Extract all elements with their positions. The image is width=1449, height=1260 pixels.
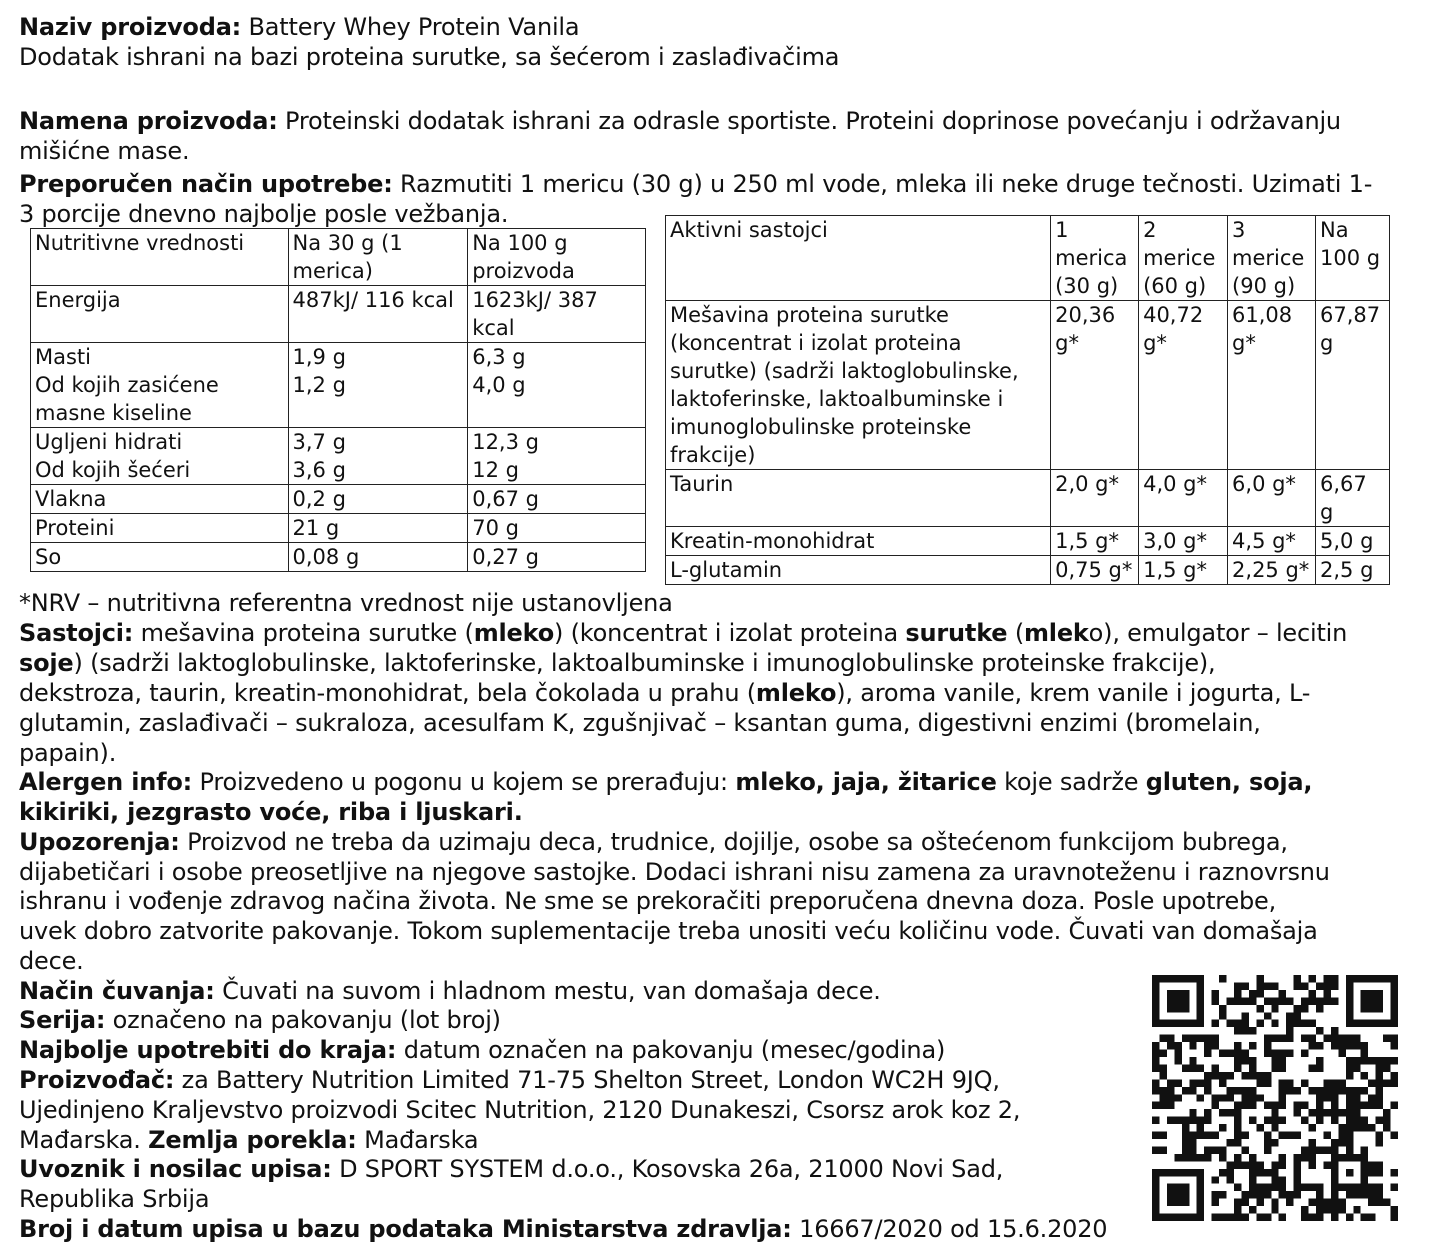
warnings-line-5: dece. — [19, 947, 84, 975]
table-cell: 1,9 g 1,2 g — [288, 343, 468, 428]
qr-code-icon — [1152, 975, 1398, 1221]
best-before-line: Najbolje upotrebiti do kraja: datum označen na pakovanju (mesec/godina) — [19, 1036, 946, 1064]
usage-line-1: Preporučen način upotrebe: Razmutiti 1 mericu (30 g) u 250 ml vode, mleka ili neke druge tečnosti. Uzimati 1- — [19, 170, 1373, 198]
table-header: Aktivni sastojci — [666, 216, 1051, 301]
table-cell: 3,7 g 3,6 g — [288, 428, 468, 485]
table-cell: 1,5 g* — [1139, 556, 1228, 585]
table-cell: Energija — [31, 286, 289, 343]
table-cell: 40,72 g* — [1139, 301, 1228, 470]
table-row — [31, 514, 646, 543]
table-cell: 3,0 g* — [1139, 527, 1228, 556]
manufacturer-line-3: Mađarska. Zemlja porekla: Mađarska — [19, 1126, 479, 1154]
table-row — [666, 470, 1390, 527]
warnings-line-4: uvek dobro zatvorite pakovanje. Tokom suplementacije treba unositi veću količinu vode. Čuvati van domašaja — [19, 917, 1318, 945]
table-row — [31, 229, 646, 286]
warnings-line-1: Upozorenja: Proizvod ne treba da uzimaju deca, trudnice, dojilje, osobe sa oštećenom funkcijom bubrega, — [19, 828, 1288, 856]
table-header: Na 100 g proizvoda — [468, 229, 646, 286]
ingredients-line-1: Sastojci: mešavina proteina surutke (mleko) (koncentrat i izolat proteina surutke (mleko), emulgator – lecitin — [19, 619, 1348, 647]
nutrition-table — [30, 228, 646, 572]
table-row — [31, 286, 646, 343]
table-cell: 6,0 g* — [1228, 470, 1316, 527]
table-cell: 5,0 g — [1316, 527, 1390, 556]
table-cell: 1,5 g* — [1051, 527, 1139, 556]
table-header: Na 30 g (1 merica) — [288, 229, 468, 286]
table-cell: 2,0 g* — [1051, 470, 1139, 527]
table-cell: 67,87 g — [1316, 301, 1390, 470]
table-row — [666, 556, 1390, 585]
warnings-line-2: dijabetičari i osobe preosetljive na njegove sastojke. Dodaci ishrani nisu zamena za uravnoteženu i raznovrsnu — [19, 858, 1330, 886]
table-row — [666, 527, 1390, 556]
product-subtitle: Dodatak ishrani na bazi proteina surutke, sa šećerom i zaslađivačima — [19, 43, 840, 71]
table-cell: 1623kJ/ 387 kcal — [468, 286, 646, 343]
table-cell: Mešavina proteina surutke (koncentrat i izolat proteina surutke) (sadrži laktoglobulinske, laktoferinske, laktoalbuminske i imunoglobulinske proteinske frakcije) — [666, 301, 1051, 470]
table-cell: 0,67 g — [468, 485, 646, 514]
table-row — [31, 485, 646, 514]
table-cell: 0,08 g — [288, 543, 468, 572]
ingredients-line-5: papain). — [19, 739, 117, 767]
table-cell: Proteini — [31, 514, 289, 543]
nrv-note: *NRV – nutritivna referentna vrednost nije ustanovljena — [19, 589, 673, 617]
purpose-line-1: Namena proizvoda: Proteinski dodatak ishrani za odrasle sportiste. Proteini doprinose povećanju i održavanju — [19, 107, 1341, 135]
table-cell: 70 g — [468, 514, 646, 543]
manufacturer-line-1: Proizvođač: za Battery Nutrition Limited 71-75 Shelton Street, London WC2H 9JQ, — [19, 1066, 1000, 1094]
manufacturer-line-2: Ujedinjeno Kraljevstvo proizvodi Scitec Nutrition, 2120 Dunakeszi, Csorsz arok koz 2, — [19, 1096, 1021, 1124]
table-cell: 0,27 g — [468, 543, 646, 572]
table-cell: Kreatin-monohidrat — [666, 527, 1051, 556]
table-cell: 6,3 g 4,0 g — [468, 343, 646, 428]
table-cell: 12,3 g 12 g — [468, 428, 646, 485]
usage-line-2: 3 porcije dnevno najbolje posle vežbanja. — [19, 200, 509, 228]
table-header: 2 merice (60 g) — [1139, 216, 1228, 301]
importer-line-2: Republika Srbija — [19, 1185, 210, 1213]
table-cell: 20,36 g* — [1051, 301, 1139, 470]
table-cell: Ugljeni hidrati Od kojih šećeri — [31, 428, 289, 485]
active-ingredients-table — [665, 215, 1390, 585]
table-row — [31, 428, 646, 485]
registry-line: Broj i datum upisa u bazu podataka Ministarstva zdravlja: 16667/2020 od 15.6.2020 — [19, 1215, 1108, 1243]
product-name-line: Naziv proizvoda: Battery Whey Protein Vanila — [19, 13, 580, 41]
table-cell: 21 g — [288, 514, 468, 543]
table-header: 1 merica (30 g) — [1051, 216, 1139, 301]
purpose-line-2: mišićne mase. — [19, 137, 190, 165]
table-cell: L-glutamin — [666, 556, 1051, 585]
table-cell: 0,75 g* — [1051, 556, 1139, 585]
table-cell: 6,67 g — [1316, 470, 1390, 527]
table-cell: 2,25 g* — [1228, 556, 1316, 585]
table-cell: 4,0 g* — [1139, 470, 1228, 527]
ingredients-line-3: dekstroza, taurin, kreatin-monohidrat, bela čokolada u prahu (mleko), aroma vanile, krem vanile i jogurta, L- — [19, 679, 1311, 707]
allergen-line-1: Alergen info: Proizvedeno u pogonu u kojem se prerađuju: mleko, jaja, žitarice koje sadrže gluten, soja, — [19, 768, 1313, 796]
table-row — [31, 343, 646, 428]
table-cell: Masti Od kojih zasićene masne kiseline — [31, 343, 289, 428]
importer-line-1: Uvoznik i nosilac upisa: D SPORT SYSTEM d.o.o., Kosovska 26a, 21000 Novi Sad, — [19, 1155, 1004, 1183]
table-cell: 0,2 g — [288, 485, 468, 514]
table-header: Na 100 g — [1316, 216, 1390, 301]
ingredients-line-2: soje) (sadrži laktoglobulinske, laktoferinske, laktoalbuminske i imunoglobulinske proteinske frakcije), — [19, 649, 1216, 677]
table-cell: 61,08 g* — [1228, 301, 1316, 470]
storage-line: Način čuvanja: Čuvati na suvom i hladnom mestu, van domašaja dece. — [19, 977, 881, 1005]
table-header: 3 merice (90 g) — [1228, 216, 1316, 301]
allergen-line-2: kikiriki, jezgrasto voće, riba i ljuskari. — [19, 798, 523, 826]
table-row — [666, 216, 1390, 301]
warnings-line-3: ishranu i vođenje zdravog načina života. Ne sme se prekoračiti preporučena dnevna doza. Posle upotrebe, — [19, 887, 1277, 915]
table-row — [31, 543, 646, 572]
table-cell: Vlakna — [31, 485, 289, 514]
table-cell: 4,5 g* — [1228, 527, 1316, 556]
table-header: Nutritivne vrednosti — [31, 229, 289, 286]
table-cell: 487kJ/ 116 kcal — [288, 286, 468, 343]
ingredients-line-4: glutamin, zaslađivači – sukraloza, acesulfam K, zgušnjivač – ksantan guma, digestivni enzimi (bromelain, — [19, 709, 1261, 737]
table-cell: 2,5 g — [1316, 556, 1390, 585]
batch-line: Serija: označeno na pakovanju (lot broj) — [19, 1006, 501, 1034]
table-cell: So — [31, 543, 289, 572]
table-cell: Taurin — [666, 470, 1051, 527]
table-row — [666, 301, 1390, 470]
